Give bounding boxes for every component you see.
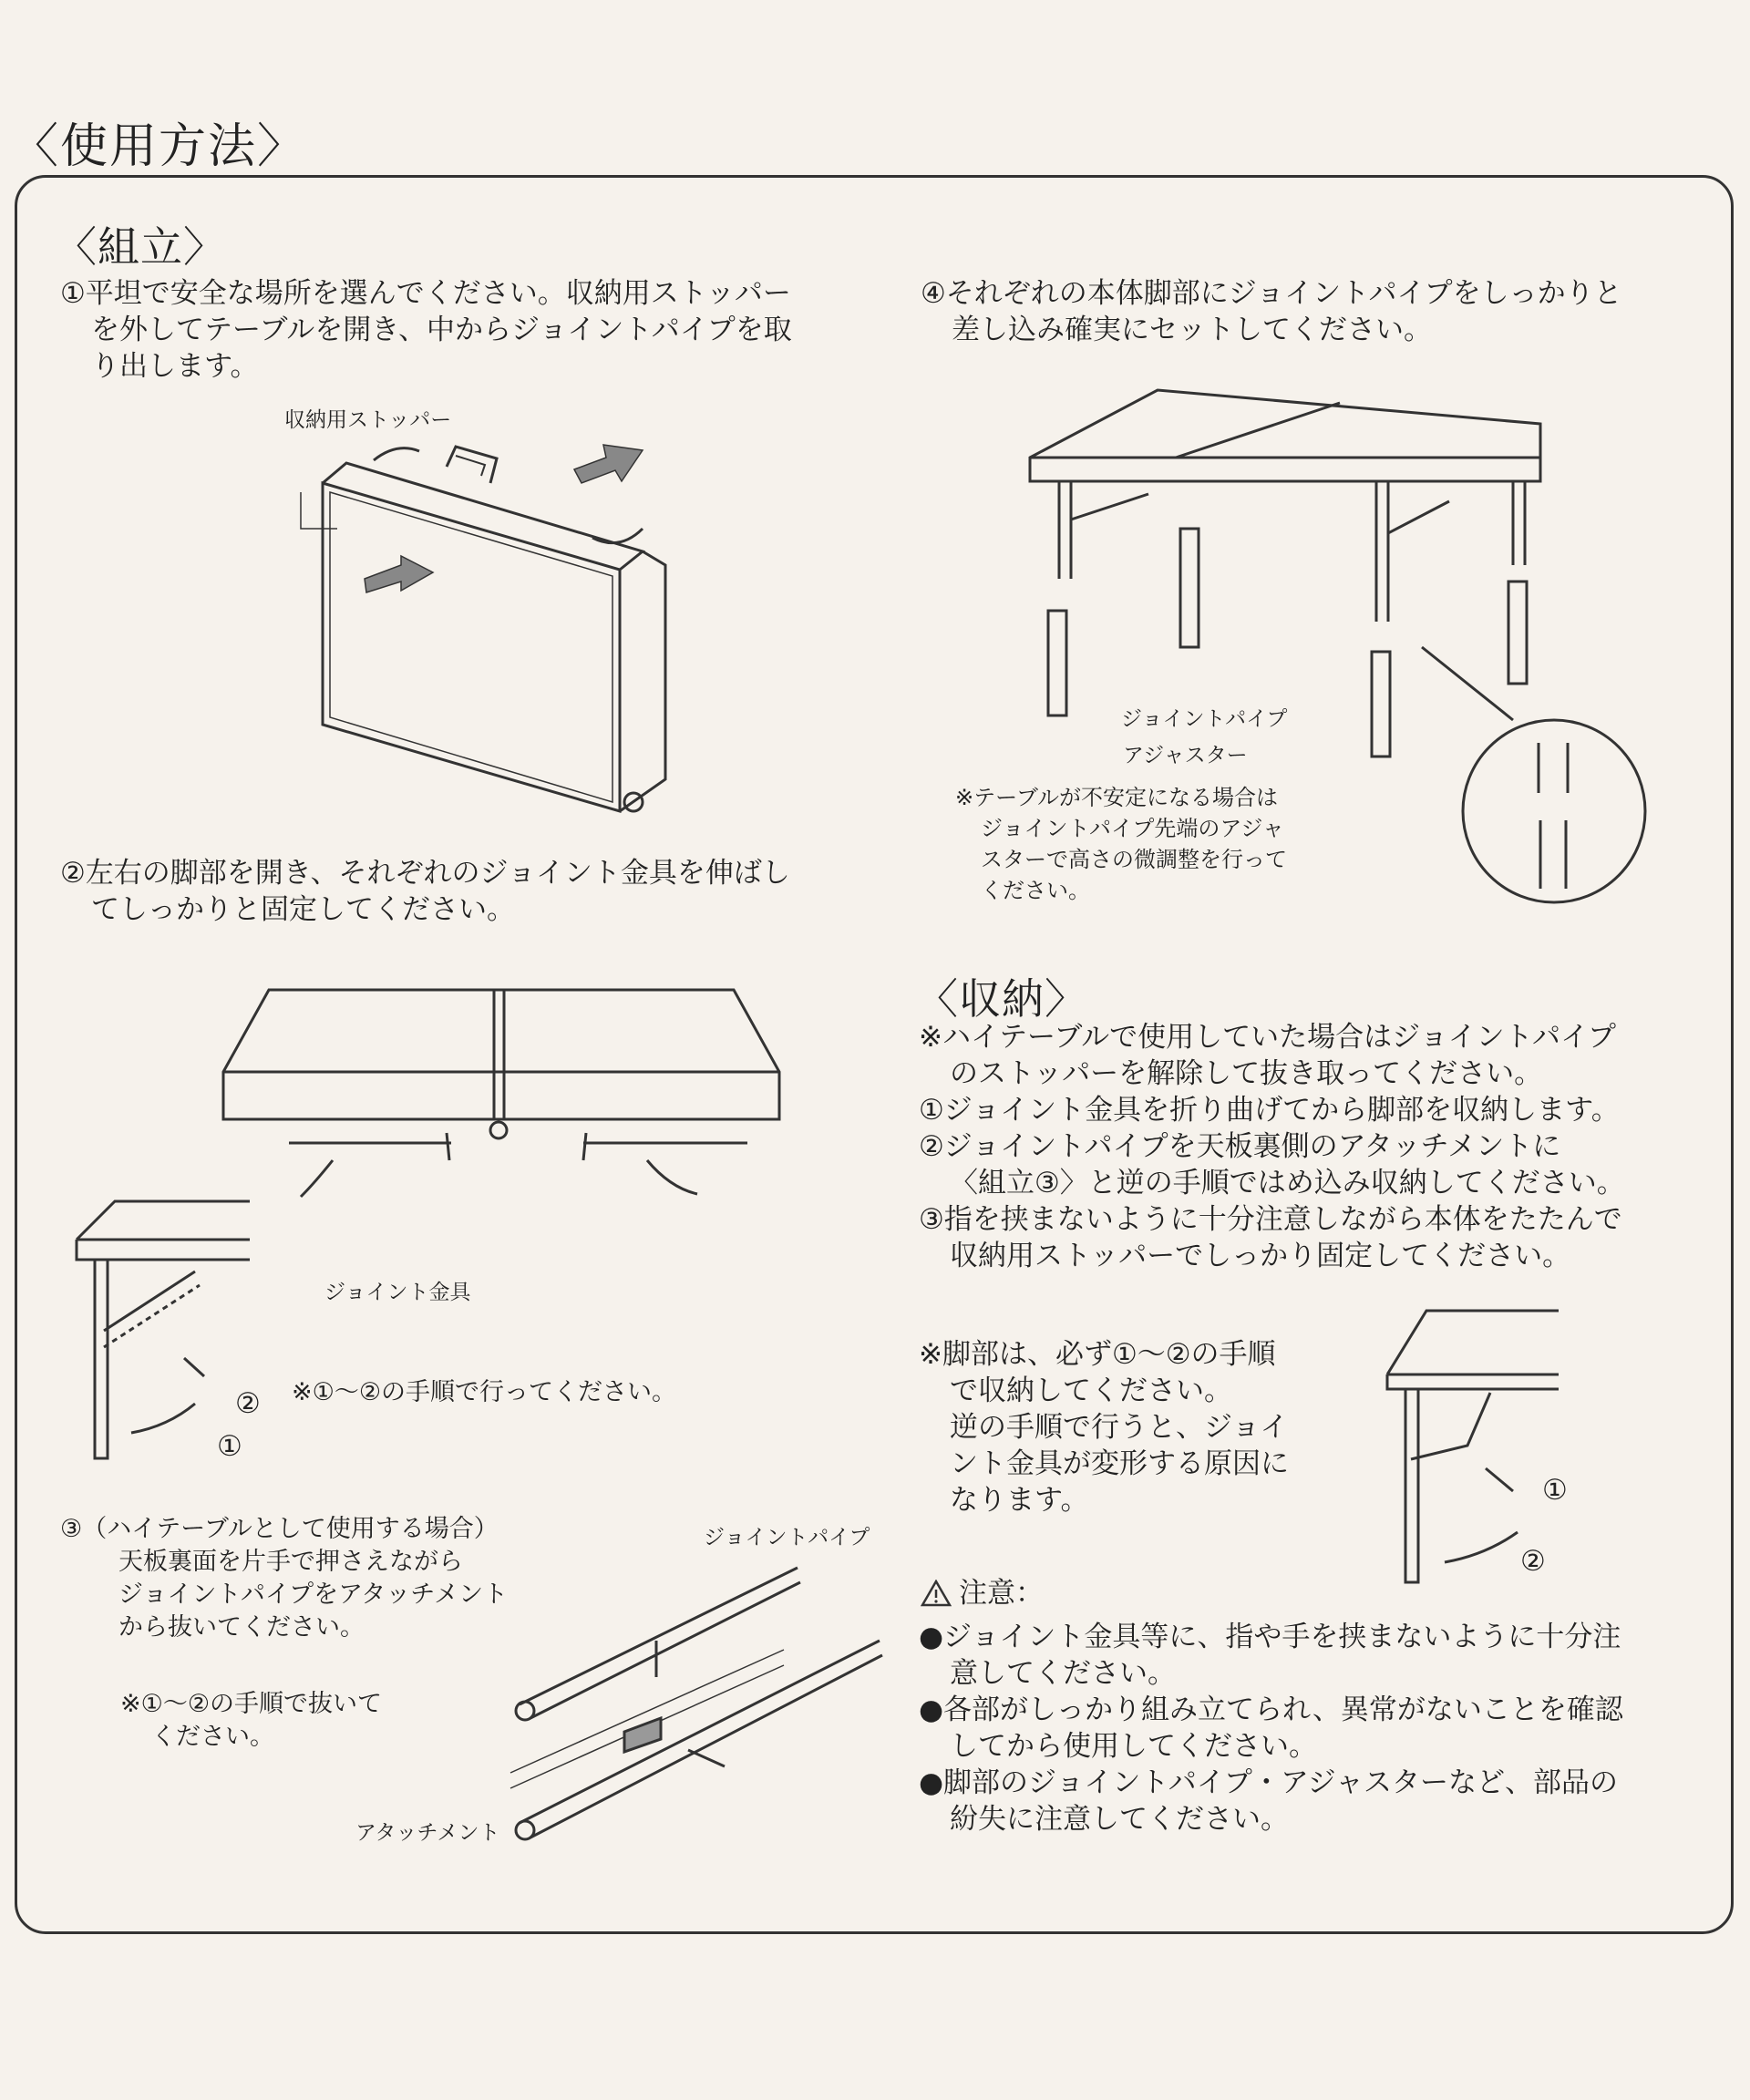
leg-note-line: で収納してください。 [950,1374,1232,1407]
step3-line: 天板裏面を片手で押さえながら [118,1548,463,1576]
circled-one-marker: ① [217,1430,242,1463]
folded-table-illustration [283,419,684,820]
storage-line: ※ハイテーブルで使用していた場合はジョイントパイプ [919,1021,1617,1054]
step2-text [60,855,790,928]
caution-item-line: ●各部がしっかり組み立てられ、異常がないことを確認 [919,1693,1623,1726]
joint-pipe-label-2: ジョイントパイプ [1121,707,1288,731]
storage-line: ①ジョイント金具を折り曲げてから脚部を収納します。 [919,1094,1620,1127]
step4-note-line: スターで高さの微調整を行って [981,847,1287,872]
step3-note-line: ※①〜②の手順で抜いて [120,1690,383,1718]
joint-pipe-label: ジョイントパイプ [704,1526,870,1549]
pipe-removal-illustration [510,1549,893,1859]
step2-note: ※①〜②の手順で行ってください。 [292,1378,677,1406]
opened-table-illustration [214,983,788,1201]
step4-note-line: ください。 [981,878,1090,903]
caution-item-line: ●脚部のジョイントパイプ・アジャスターなど、部品の [919,1766,1619,1799]
caution-item-line: ●ジョイント金具等に、指や手を挟まないように十分注 [919,1621,1621,1653]
caution-item-line: してから使用してください。 [950,1730,1317,1763]
page-title: 〈使用方法〉 [11,119,307,174]
caution-heading-row [921,1575,1044,1611]
step3-note [120,1688,382,1754]
storage-line: 収納用ストッパーでしっかり固定してください。 [950,1240,1571,1272]
leg-storage-note [919,1336,1289,1518]
step4-line: 差し込み確実にセットしてください。 [952,314,1432,346]
step3-line: から抜いてください。 [118,1613,365,1642]
circled-two-marker-2: ② [1520,1545,1546,1578]
caution-list [919,1619,1623,1838]
step3-text [60,1513,508,1644]
storage-line: ②ジョイントパイプを天板裏側のアタッチメントに [919,1130,1561,1163]
leg-note-line: ※脚部は、必ず①〜②の手順 [919,1338,1276,1371]
step1-line: を外してテーブルを開き、中からジョイントパイプを取 [91,314,792,346]
step2-line: てしっかりと固定してください。 [91,893,515,926]
leg-joint-illustration [77,1194,323,1477]
caution-heading: 注意： [959,1577,1044,1610]
step4-line: ④それぞれの本体脚部にジョイントパイプをしっかりと [921,277,1622,310]
circled-two-marker: ② [235,1387,261,1420]
leg-note-line: 逆の手順で行うと、ジョイ [950,1411,1289,1444]
leg-note-line: ント金具が変形する原因に [950,1447,1289,1480]
leg-note-line: なります。 [950,1484,1089,1517]
storage-text [919,1019,1625,1274]
caution-item-line: 紛失に注意してください。 [950,1803,1289,1836]
step4-note [955,782,1287,906]
step2-line: ②左右の脚部を開き、それぞれのジョイント金具を伸ばし [60,857,790,890]
step4-text [921,275,1622,348]
warning-triangle-icon [921,1580,952,1607]
step1-line: り出します。 [91,350,259,383]
step3-line: ジョイントパイプをアタッチメント [118,1580,509,1609]
storage-stopper-label: 収納用ストッパー [284,408,452,432]
circled-one-marker-2: ① [1542,1474,1568,1507]
adjuster-label: アジャスター [1123,744,1248,767]
joint-fitting-label: ジョイント金具 [324,1281,471,1304]
step1-line: ①平坦で安全な場所を選んでください。収納用ストッパー [60,277,791,310]
caution-item-line: 意してください。 [950,1657,1176,1690]
step4-note-line: ジョイントパイプ先端のアジャ [981,816,1284,841]
storage-heading: 〈収納〉 [916,974,1087,1024]
attachment-label: アタッチメント [355,1821,500,1845]
storage-line: ③指を挟まないように十分注意しながら本体をたたんで [919,1203,1622,1236]
storage-line: 〈組立③〉と逆の手順ではめ込み収納してください。 [950,1167,1625,1199]
storage-line: のストッパーを解除して抜き取ってください。 [950,1057,1543,1090]
step3-note-line: ください。 [151,1723,274,1751]
step3-line: ③（ハイテーブルとして使用する場合） [60,1515,499,1543]
step4-note-line: ※テーブルが不安定になる場合は [955,785,1278,810]
step1-text [60,275,792,385]
assembly-heading: 〈組立〉 [55,222,226,272]
